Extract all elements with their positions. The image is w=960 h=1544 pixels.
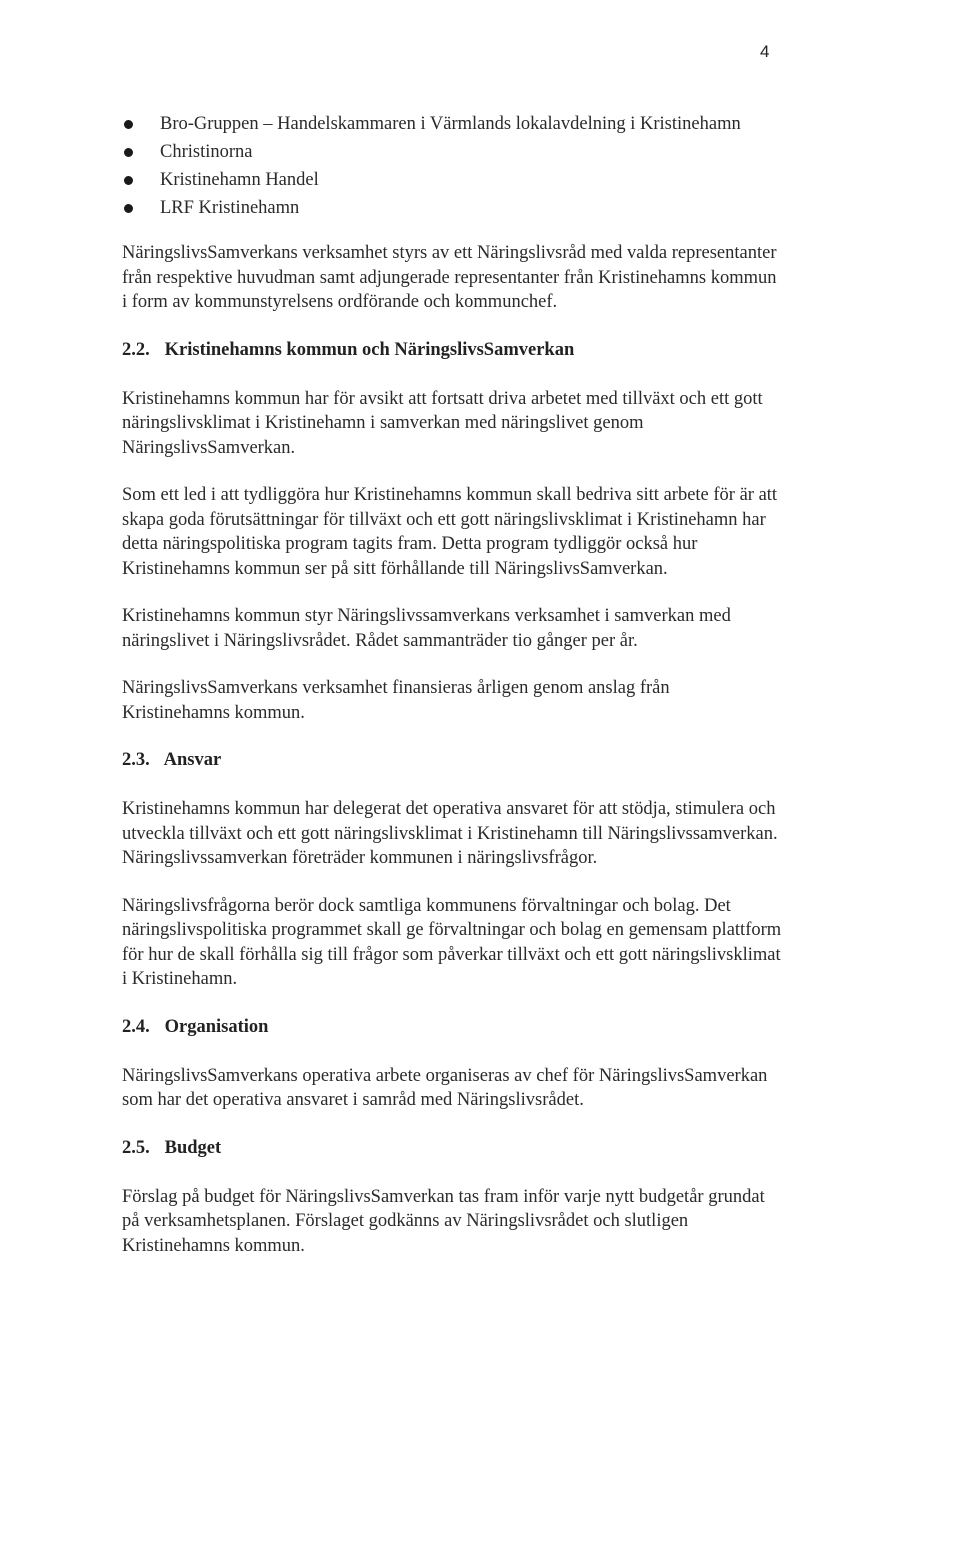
- bullet-icon: [124, 120, 133, 129]
- section-number: 2.5.: [122, 1137, 150, 1158]
- section-number: 2.3.: [122, 750, 150, 770]
- section-title: Budget: [164, 1137, 222, 1158]
- section-number: 2.4.: [122, 1016, 150, 1037]
- list-item: [122, 168, 782, 193]
- list-item-text: Christinorna: [160, 142, 253, 162]
- list-item: [122, 112, 782, 137]
- bullet-icon: [124, 148, 133, 157]
- paragraph: Förslag på budget för NäringslivsSamverkan tas fram inför varje nytt budgetår grundat på verksamhetsplanen. Förslaget godkänns av Näringslivsrådet och slutligen Kristinehamns kommun.: [122, 1186, 765, 1256]
- section-title: Ansvar: [163, 750, 222, 770]
- paragraph: Som ett led i att tydliggöra hur Kristinehamns kommun skall bedriva sitt arbete för är att skapa goda förutsättningar för tillväxt och ett gott näringslivsklimat i Kristinehamn har detta näringspolitiska program tagits fram. Detta program tydliggör också hur Kristinehamns kommun ser på sitt förhållande till NäringslivsSamverkan.: [122, 485, 778, 579]
- paragraph: Kristinehamns kommun har delegerat det operativa ansvaret för att stödja, stimulera och utveckla tillväxt och ett gott näringslivsklimat i Kristinehamn till Näringslivssamverkan. Näringslivssamverkan företräder kommunen i näringslivsfrågor.: [122, 799, 778, 868]
- intro-paragraph: NäringslivsSamverkans verksamhet styrs av ett Näringslivsråd med valda representanter från respektive huvudman samt adjungerade representanter från Kristinehamns kommun i form av kommunstyrelsens ordförande och kommunchef.: [122, 243, 777, 312]
- section-heading: [122, 338, 782, 363]
- section-heading: [122, 1015, 782, 1040]
- section-heading: [122, 1136, 782, 1161]
- list-item-text: Bro-Gruppen – Handelskammaren i Värmlands lokalavdelning i Kristinehamn: [160, 114, 741, 134]
- list-item-text: Kristinehamn Handel: [160, 170, 319, 190]
- section-2-4: [122, 1015, 782, 1113]
- page-number: 4: [760, 42, 770, 61]
- list-item: [122, 140, 782, 165]
- section-2-5: [122, 1136, 782, 1259]
- document-body: [122, 112, 782, 1281]
- paragraph: NäringslivsSamverkans verksamhet finansieras årligen genom anslag från Kristinehamns kommun.: [122, 678, 670, 723]
- section-title: Kristinehamns kommun och NäringslivsSamverkan: [164, 339, 575, 360]
- paragraph: Kristinehamns kommun har för avsikt att fortsatt driva arbetet med tillväxt och ett gott näringslivsklimat i Kristinehamn i samverkan med näringslivet genom NäringslivsSamverkan.: [122, 388, 763, 458]
- list-item: [122, 196, 782, 221]
- paragraph: NäringslivsSamverkans operativa arbete organiseras av chef för NäringslivsSamverkan som har det operativa ansvaret i samråd med Näringslivsrådet.: [122, 1065, 768, 1110]
- section-heading: [122, 748, 782, 773]
- section-title: Organisation: [164, 1016, 269, 1037]
- section-2-3: [122, 748, 782, 992]
- section-2-2: [122, 338, 782, 726]
- section-number: 2.2.: [122, 339, 150, 360]
- bullet-icon: [124, 176, 133, 185]
- paragraph: Kristinehamns kommun styr Näringslivssamverkans verksamhet i samverkan med näringslivet i Näringslivsrådet. Rådet sammanträder tio gånger per år.: [122, 606, 731, 651]
- bullet-icon: [124, 204, 133, 213]
- list-item-text: LRF Kristinehamn: [160, 198, 300, 218]
- bullet-list: [122, 112, 782, 221]
- paragraph: Näringslivsfrågorna berör dock samtliga kommunens förvaltningar och bolag. Det näringslivspolitiska programmet skall ge förvaltningar och bolag en gemensam plattform för hur de skall förhålla sig till frågor som påverkar tillväxt och ett gott näringslivsklimat i Kristinehamn.: [122, 895, 782, 989]
